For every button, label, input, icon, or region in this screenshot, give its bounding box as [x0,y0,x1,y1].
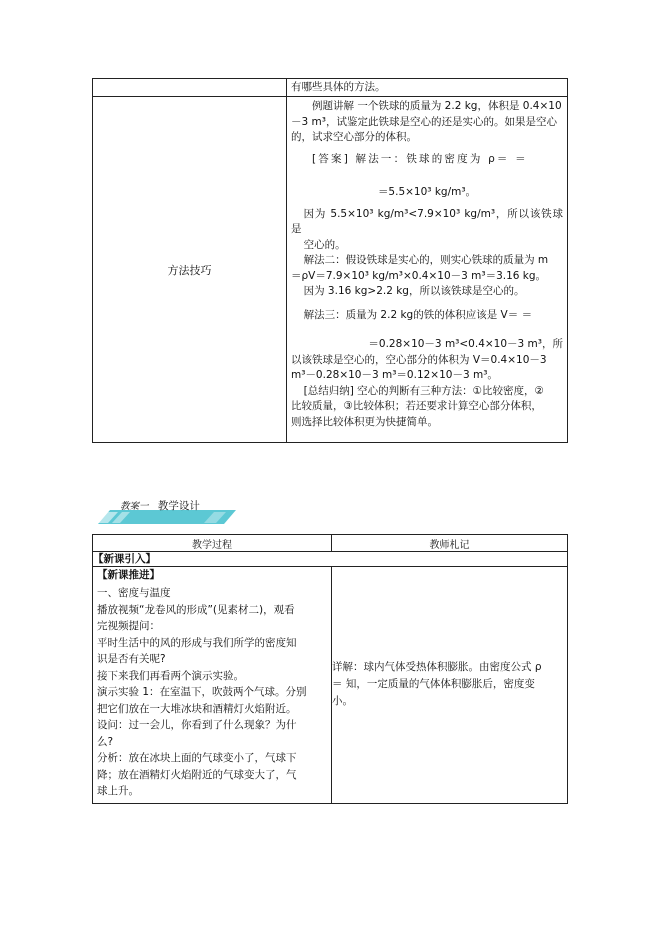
method-label: 方法技巧 [167,263,212,277]
answer-line: [答案] 解法一：铁球的密度为 ρ＝ ＝ [312,152,528,165]
summary-line-2: 比较质量，③比较体积；若还要求计算空心部分体积， [291,400,542,412]
header-teaching-process: 教学过程 [93,535,332,552]
header-teacher-notes: 教师札记 [332,535,568,552]
density-result-line: ＝5.5×10³ kg/m³。 [377,186,477,198]
empty-top-left-cell [93,79,287,97]
process-line: 分析：放在冰块上面的气球变小了，气球下 [97,752,297,764]
process-line: 播放视频“龙卷风的形成”(见素材二)，观看 [97,603,295,616]
method-content [287,97,567,433]
process-line: 完视频提问： [97,620,160,632]
process-line: 一、密度与温度 [97,587,171,599]
section-new-lesson-intro: 【新课引入】 [93,552,568,567]
section-banner-label [120,498,200,513]
section-new-lesson-advance: 【新课推进】 [97,569,160,581]
notes-line: ＝ 知，一定质量的气体体积膨胀后，密度变 [332,678,535,691]
banner-prefix: 教案一 [120,501,149,512]
notes-line: 详解：球内气体受热体积膨胀。由密度公式 ρ [332,661,542,674]
process-line: 球上升。 [97,785,139,797]
process-content [93,583,331,803]
method-table [92,78,568,443]
compare-line-2: 空心的。 [303,238,346,251]
example-line-1: 例题讲解 一个铁球的质量为 2.2 kg，体积是 0.4×10 [312,100,562,112]
method2-line-1: 解法二：假设铁球是实心的，则实心铁球的质量为 m [303,254,549,266]
method2-line-2: ＝ρV＝7.9×10³ kg/m³×0.4×10－3 m³＝3.16 kg。 [291,269,547,282]
method-label-cell [93,97,287,443]
method2-line-3: 因为 3.16 kg>2.2 kg，所以该铁球是空心的。 [303,285,525,297]
process-line: 平时生活中的风的形成与我们所学的密度知 [97,636,297,649]
top-right-cell: 有哪些具体的方法。 [287,79,568,97]
process-line: 么? [97,735,114,748]
method3-line-3: 以该铁球是空心的，空心部分的体积为 V＝0.4×10－3 [291,353,547,366]
process-cell [93,567,332,804]
summary-line-3: 则选择比较体积更为快捷简单。 [291,415,438,428]
method3-line-4: m³－0.28×10－3 m³＝0.12×10－3 m³。 [291,369,498,381]
process-line: 把它们放在一大堆冰块和酒精灯火焰附近。 [97,702,297,715]
notes-cell [332,567,568,804]
example-line-2: －3 m³，试鉴定此铁球是空心的还是实心的。如果是空心 [291,115,557,128]
compare-line-1: 因为 5.5×10³ kg/m³<7.9×10³ kg/m³，所以该铁球是 [291,207,563,235]
banner-title: 教学设计 [157,500,200,512]
method-content-cell [287,97,568,443]
process-line: 识是否有关呢? [97,653,166,665]
process-line: 降；放在酒精灯火焰附近的气球变大了，气 [97,768,297,781]
process-line: 演示实验 1：在室温下，吹鼓两个气球。分别 [97,686,307,698]
notes-line: 小。 [332,695,353,708]
process-line: 设问：过一会儿，你看到了什么现象？为什 [97,719,297,731]
method3-line-2: ＝0.28×10－3 m³<0.4×10－3 m³，所 [368,338,563,350]
process-line: 接下来我们再看两个演示实验。 [97,669,244,682]
method3-line-1: 解法三：质量为 2.2 kg的铁的体积应该是 V＝ ＝ [303,308,533,321]
summary-line-1: [总结归纳] 空心的判断有三种方法：①比较密度，② [303,384,544,397]
teaching-design-table [92,534,568,804]
example-line-3: 的，试求空心部分的体积。 [291,131,417,143]
